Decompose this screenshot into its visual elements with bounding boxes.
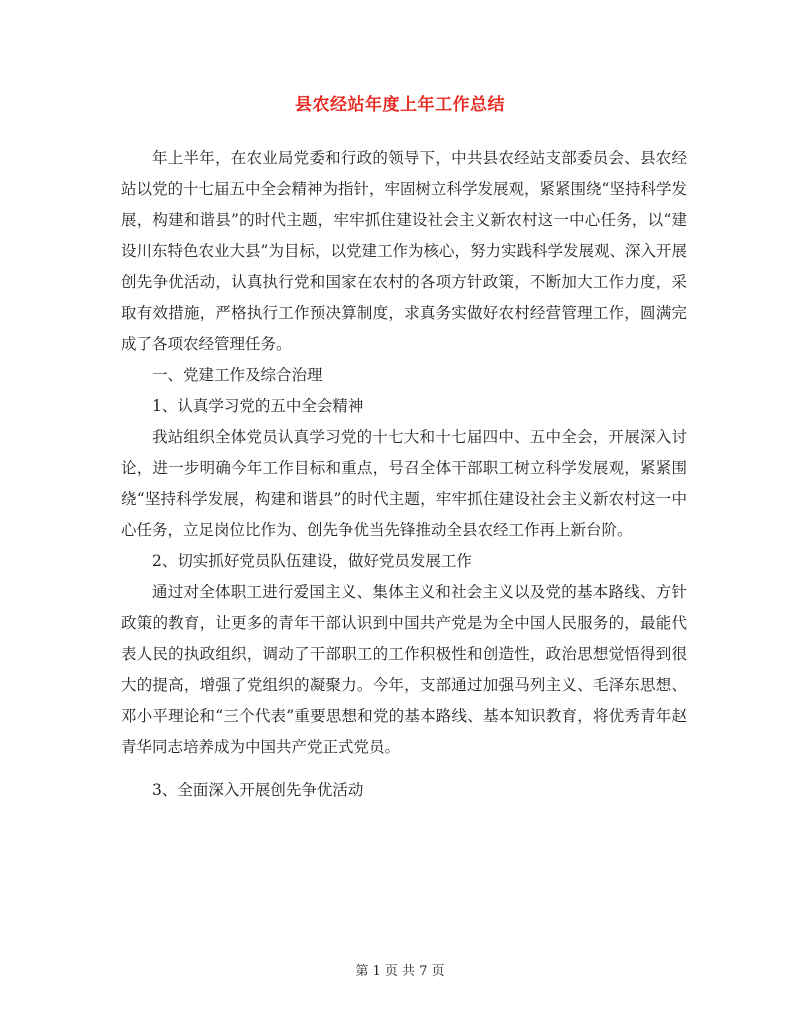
subheading-study-plenum: 1、认真学习党的五中全会精神 xyxy=(152,397,364,415)
page-number: 第 1 页 共 7 页 xyxy=(355,964,445,979)
subheading-excellence-campaign: 3、全面深入开展创先争优活动 xyxy=(152,781,364,799)
study-plenum-paragraph: 我站组织全体党员认真学习党的十七大和十七届四中、五中全会，开展深入讨论，进一步明确今年工作目标和重点，号召全体干部职工树立科学发展观，紧紧围绕“坚持科学发展，构建和谐县”的时代主题，牢牢抓住建设社会主义新农村这一中心任务，立足岗位比作为、创先争优当先锋推动全县农经工作再上新台阶。 xyxy=(121,428,687,539)
document-title: 县农经站年度上年工作总结 xyxy=(295,95,505,115)
subheading-member-development: 2、切实抓好党员队伍建设，做好党员发展工作 xyxy=(152,552,472,570)
member-development-paragraph: 通过对全体职工进行爱国主义、集体主义和社会主义以及党的基本路线、方针政策的教育，让更多的青年干部认识到中国共产党是为全中国人民服务的，最能代表人民的执政组织，调动了干部职工的工作积极性和创造性，政治思想觉悟得到很大的提高，增强了党组织的凝聚力。今年，支部通过加强马列主义、毛泽东思想、邓小平理论和“三个代表”重要思想和党的基本路线、基本知识教育，将优秀青年赵青华同志培养成为中国共产党正式党员。 xyxy=(121,583,687,756)
section-heading-party-building: 一、党建工作及综合治理 xyxy=(152,366,323,384)
intro-paragraph: 年上半年，在农业局党委和行政的领导下，中共县农经站支部委员会、县农经站以党的十七届五中全会精神为指针，牢固树立科学发展观，紧紧围绕“坚持科学发展，构建和谐县”的时代主题，牢牢抓住建设社会主义新农村这一中心任务，以“建设川东特色农业大县”为目标，以党建工作为核心，努力实践科学发展观、深入开展创先争优活动，认真执行党和国家在农村的各项方针政策，不断加大工作力度，采取有效措施，严格执行工作预决算制度，求真务实做好农村经营管理工作，圆满完成了各项农经管理任务。 xyxy=(121,149,687,353)
document-body xyxy=(121,143,687,806)
